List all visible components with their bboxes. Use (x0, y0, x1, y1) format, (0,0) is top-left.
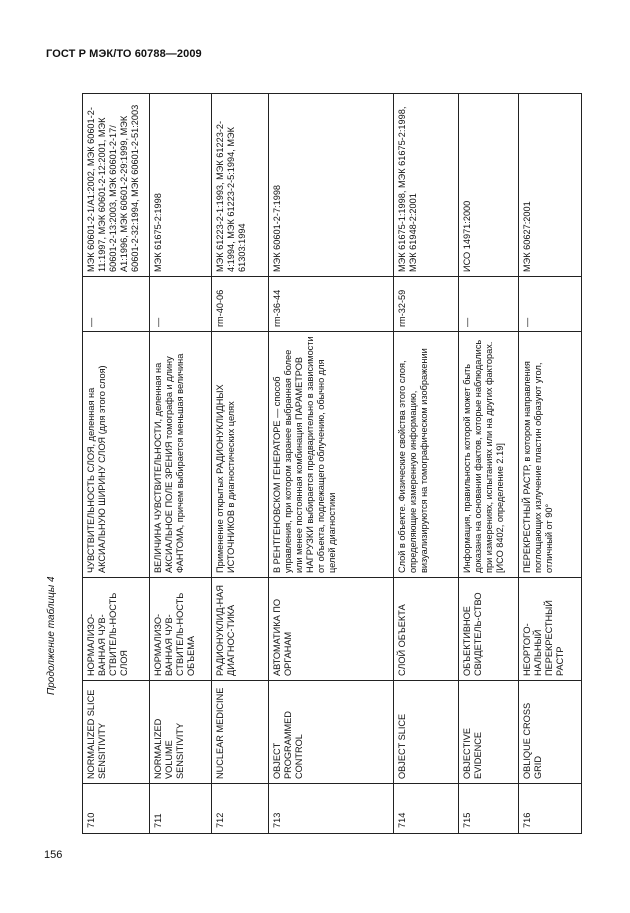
russian-term: СЛОЙ ОБЪЕКТА (394, 578, 459, 681)
term-number: 716 (519, 784, 582, 834)
russian-term: НОРМАЛИЗО-ВАННАЯ ЧУВ-СТВИТЕЛЬ-НОСТЬ ОБЪЕМА (149, 578, 212, 681)
definition: В РЕНТГЕНОВСКОМ ГЕНЕРАТОРЕ — способ управления, при котором заранее выбранная более или менее постоянная комбинация ПАРАМЕТРОВ НАГРУЗКИ выбирается предварительно в зависимости от объекта, подлежащего облучению, обычно для целей диагностики (269, 332, 394, 578)
rotated-table-container (82, 94, 582, 834)
english-term: OBLIQUE CROSS GRID (519, 681, 582, 784)
rm-code: — (519, 277, 582, 332)
russian-term: НЕОРТОГО-НАЛЬНЫЙ ПЕРЕКРЕСТНЫЙ РАСТР (519, 578, 582, 681)
standard-reference: МЭК 60627:2001 (519, 94, 582, 277)
standard-reference: МЭК 60601-2-1/А1:2002, МЭК 60601-2-11:1997, МЭК 60601-2-12:2001, МЭК 60601-2-13:2003, МЭК 60601-2-17/А1:1996, МЭК 60601-2-29:1999, МЭК 60601-2-32:1994, МЭК 60601-2-51:2003 (83, 94, 150, 277)
definition: ЧУВСТВИТЕЛЬНОСТЬ СЛОЯ, деленная на АКСИАЛЬНУЮ ШИРИНУ СЛОЯ (для этого слоя) (83, 332, 150, 578)
term-number: 714 (394, 784, 459, 834)
term-number: 710 (83, 784, 150, 834)
definition: Применение открытых РАДИОНУКЛИДНЫХ ИСТОЧНИКОВ в диагностических целях (212, 332, 269, 578)
term-number: 711 (149, 784, 212, 834)
standard-reference: МЭК 61223-2-1:1993, МЭК 61223-2-4:1994, МЭК 61223-2-5:1994, МЭК 61303:1994 (212, 94, 269, 277)
russian-term: РАДИОНУКЛИД-НАЯ ДИАГНОС-ТИКА (212, 578, 269, 681)
definition: Слой в объекте. Физические свойства этого слоя, определяющие измеренную информацию, визуализируются на томографическом изображении (394, 332, 459, 578)
term-number: 713 (269, 784, 394, 834)
english-term: NUCLEAR MEDICINE (212, 681, 269, 784)
table-row (394, 94, 459, 834)
standard-reference: МЭК 61675-1:1998, МЭК 61675-2:1998, МЭК 61948-2:2001 (394, 94, 459, 277)
rm-code: — (83, 277, 150, 332)
russian-term: АВТОМАТИКА ПО ОРГАНАМ (269, 578, 394, 681)
definition: ПЕРЕКРЕСТНЫЙ РАСТР, в котором направления поглощающих излучение пластин образуют угол, отличный от 90° (519, 332, 582, 578)
english-term: OBJECT SLICE (394, 681, 459, 784)
english-term: NORMALIZED VOLUME SENSITIVITY (149, 681, 212, 784)
english-term: OBJECT PROGRAMMED CONTROL (269, 681, 394, 784)
standard-reference: ИСО 14971:2000 (459, 94, 519, 277)
table-row (459, 94, 519, 834)
definition: ВЕЛИЧИНА ЧУВСТВИТЕЛЬНОСТИ, деленная на АКСИАЛЬНОЕ ПОЛЕ ЗРЕНИЯ томографа и длину ФАНТОМА, причем выбирается меньшая величина (149, 332, 212, 578)
rm-code: — (149, 277, 212, 332)
terms-table (82, 93, 582, 834)
russian-term: ОБЪЕКТИВНОЕ СВИДЕТЕЛЬ-СТВО (459, 578, 519, 681)
rm-code: — (459, 277, 519, 332)
rm-code: rm-40-06 (212, 277, 269, 332)
document-header: ГОСТ Р МЭК/ТО 60788—2009 (46, 48, 202, 60)
table-row (83, 94, 150, 834)
table-row (149, 94, 212, 834)
rm-code: rm-32-59 (394, 277, 459, 332)
english-term: NORMALIZED SLICE SENSITIVITY (83, 681, 150, 784)
definition: Информация, правильность которой может быть доказана на основании фактов, которые наблюдались при измерениях, испытаниях или на других факторах. [ИСО 8402, определение 2.19] (459, 332, 519, 578)
term-number: 712 (212, 784, 269, 834)
table-row (212, 94, 269, 834)
standard-reference: МЭК 60601-2-7:1998 (269, 94, 394, 277)
table-row (269, 94, 394, 834)
table-continuation-caption: Продолжение таблицы 4 (46, 576, 57, 695)
standard-reference: МЭК 61675-2:1998 (149, 94, 212, 277)
rm-code: rm-36-44 (269, 277, 394, 332)
table-row (519, 94, 582, 834)
english-term: OBJECTIVE EVIDENCE (459, 681, 519, 784)
russian-term: НОРМАЛИЗО-ВАННАЯ ЧУВ-СТВИТЕЛЬ-НОСТЬ СЛОЯ (83, 578, 150, 681)
page-number: 156 (44, 849, 63, 861)
terms-table-body (83, 94, 582, 834)
term-number: 715 (459, 784, 519, 834)
